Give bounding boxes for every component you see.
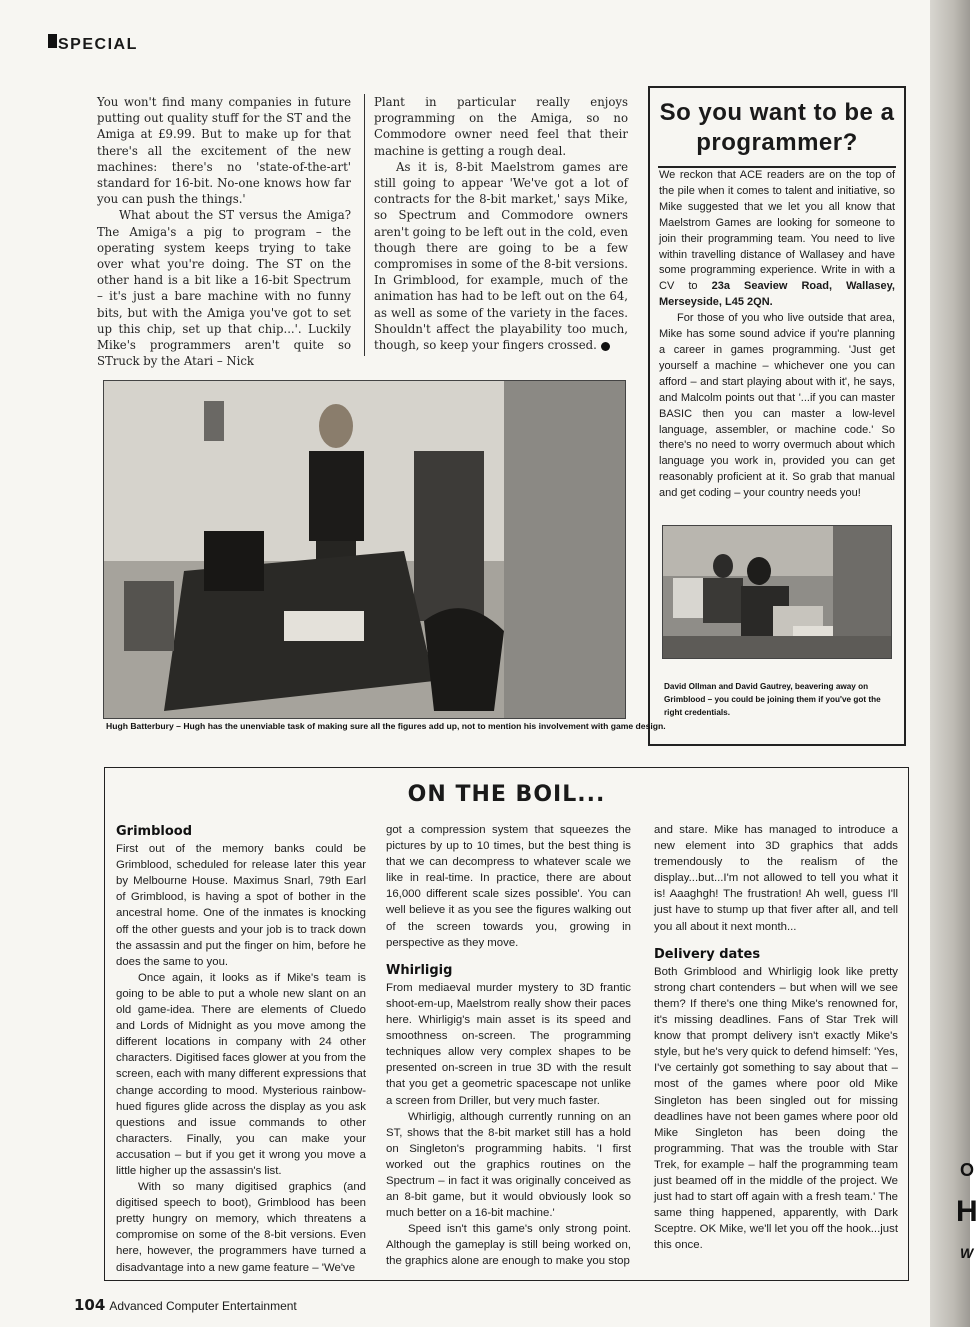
heading-grimblood: Grimblood bbox=[116, 824, 193, 839]
paragraph: You won't find many companies in future putting out quality stuff for the ST and the Amiga at £9.99. But to make up for that there's all the excitement of the new machines: there's no 'state-of-the-art' standard for 16-bit. No-one knows how far you can push the things.' bbox=[97, 95, 351, 207]
sidebar-title: So you want to be a programmer? bbox=[659, 99, 895, 156]
paragraph: Once again, it looks as if Mike's team is going to be able to put a whole new slant on an old game-idea. There are elements of Cluedo and Lords of Midnight as you move among the different locations in company with 24 other characters. Digitised faces glower at you from the screen, each with many different expressions that change according to mood. Mysterious rainbow-hued figures glide across the display as you ask questions and issue commands to other characters. Finally, you can make your accusation – but if you get it wrong you move a little higher up the assassin's list. bbox=[116, 971, 366, 1177]
edge-fragment: H bbox=[956, 1195, 978, 1228]
paragraph: Speed isn't this game's only strong point. Although the gameplay is still being worked on, the graphics alone are enough to make you stop bbox=[386, 1223, 631, 1268]
paragraph bbox=[374, 159, 628, 353]
on-the-boil-box bbox=[104, 767, 909, 1281]
main-photo bbox=[103, 380, 626, 719]
edge-fragment: W bbox=[960, 1245, 974, 1261]
section-label: SPECIAL bbox=[58, 36, 138, 53]
article-column-2 bbox=[374, 94, 628, 353]
address: 23a Seaview Road, Wallasey, Merseyside, L45 2QN. bbox=[659, 280, 895, 309]
sidebar-photo-caption: David Ollman and David Gautrey, beavering away on Grimblood – you could be joining them if you've got the right credentials. bbox=[664, 682, 881, 717]
paragraph: Plant in particular really enjoys programming on the Amiga, so no Commodore owner need feel that their machine is getting a rough deal. bbox=[374, 95, 628, 158]
paragraph: First out of the memory banks could be Grimblood, scheduled for release later this year by Melbourne House. Maximus Snarl, 79th Earl of Grimblood, is having a spot of bother in the ancestral home. One of the inmates is knocking off the other guests and your job is to track down the assassin and put the finger on him, before he does the same to you. bbox=[116, 843, 366, 968]
column-rule bbox=[364, 94, 365, 356]
paragraph: Both Grimblood and Whirligig look like pretty strong chart contenders – but when will we see them? If there's one thing Mike's renowned for, it's missing deadlines. Fans of Star Trek will know that prompt delivery isn't exactly Mike's style, but he's very quick to defend himself: 'Yes, I've certainly got something to say about that – most of the games where poor old Mike Singleton has been singled out for missing deadlines have not been games where poor old Mike Singleton has been doing the programming. That was the trouble with Star Trek, for example – half the programming team just beamed off in the middle of the project. We just had to start off again with a fresh team.' The same thing happened, apparently, with Dark Sceptre. OK Mike, we'll let you off the hook...just this once. bbox=[654, 965, 898, 1252]
paragraph: Whirligig, although currently running on an ST, shows that the 8-bit market still has a hold on Singleton's programming habits. 'I first worked out the graphics routines on the Spectrum – in fact it was originally conceived as an 8-bit game, but it would obviously look so much better on a 16-bit machine.' bbox=[386, 1110, 631, 1220]
page-gutter bbox=[930, 0, 970, 1327]
boil-title: ON THE BOIL... bbox=[407, 782, 606, 807]
paragraph: What about the ST versus the Amiga? The Amiga's a pig to program – the operating system keeps trying to take over what you're doing. The ST on the other hand is a bit like a 16-bit Spectrum – it's just a bare machine with no funny bits, but with the Amiga you've got to set up this chip, set up that chip...'. Luckily Mike's programmers aren't quite so STruck by the Atari – Nick bbox=[97, 208, 351, 369]
paragraph: For those of you who live outside that area, Mike has some sound advice if you're planning a career in games programming. 'Just get yourself a machine – whichever one you can afford – and start playing about with it', he says, and Malcolm points out that '...if you can master BASIC then you can master a low-level language, assembler, or machine code.' So there's no need to worry overmuch about which language you work in, provided you can get reasonably proficient at it. So grab that manual and get coding – your country needs you! bbox=[659, 312, 895, 500]
heading-whirligig: Whirligig bbox=[386, 962, 453, 978]
end-bullet-icon bbox=[601, 342, 610, 351]
paragraph: and stare. Mike has managed to introduce a new element into 3D graphics that adds tremendously to the realism of the display...but...I'm not allowed to tell you what it is! Aaaghgh! The frustration! Ah well, guess I'll just have to stump up that fiver after all, and tell you all about it next month... bbox=[654, 824, 898, 933]
edge-fragment: O bbox=[960, 1160, 975, 1180]
boil-column-1 bbox=[116, 824, 366, 1276]
paragraph-text: As it is, 8-bit Maelstrom games are still going to appear 'We've got a lot of contracts for the 8-bit market,' says Mike, so Spectrum and Commodore owners aren't going to be left out in the cold, even though there are going to be a few compromises in some of the 8-bit versions. In Grimblood, for example, much of the animation has had to be left out on the 64, as well as some of the variety in the faces. Shouldn't affect the playability too much, though, so keep your fingers crossed. bbox=[374, 159, 629, 353]
boil-column-3 bbox=[654, 822, 898, 1253]
paragraph: With so many digitised graphics (and digitised speech to boot), Grimblood has been pretty hungry on memory, which threatens a compromise on some of the 8-bit versions. Even here, however, the programmers have turned a disadvantage into a new game feature – 'We've bbox=[116, 1181, 366, 1274]
page-number: 104 bbox=[74, 1296, 106, 1314]
page-footer bbox=[74, 1296, 297, 1314]
paragraph: From mediaeval murder mystery to 3D frantic shoot-em-up, Maelstrom really show their paces here. Whirligig's main asset is its speed and smoothness on-screen. The programming techniques allow very complex shapes to be presented on-screen in true 3D with the result that you get a geometric spacescape not unlike a screen from Driller, but very much faster. bbox=[386, 981, 631, 1107]
hugh-batterbury-photo-image bbox=[104, 381, 625, 718]
sidebar-body bbox=[659, 168, 895, 502]
programmers-photo-image bbox=[663, 526, 891, 658]
section-marker bbox=[48, 34, 57, 48]
paragraph bbox=[659, 168, 895, 311]
magazine-name: Advanced Computer Entertainment bbox=[109, 1299, 297, 1313]
paragraph-text: We reckon that ACE readers are on the top of the pile when it comes to talent and initiative, so Mike suggested that we let you all know that Maelstrom Games are looking for someone to join their programming team. You need to live within travelling distance of Wallasey and have some programming experience. Write in with a CV to bbox=[659, 169, 895, 293]
article-column-1 bbox=[97, 94, 351, 369]
heading-delivery-dates: Delivery dates bbox=[654, 946, 761, 962]
programmer-sidebar bbox=[648, 86, 906, 746]
main-photo-caption: Hugh Batterbury – Hugh has the unenviable task of making sure all the figures add up, not to mention his involvement with game design. bbox=[106, 721, 666, 731]
paragraph: got a compression system that squeezes the pictures by up to 10 times, but the best thing is that we can decompress to whatever scale we like in real-time. In practice, there are about 16,000 different scale sizes possible'. You can well believe it as you see the figures walking out of the screen towards you, growing in perspective as they move. bbox=[386, 824, 631, 949]
sidebar-photo bbox=[662, 525, 892, 659]
boil-column-2 bbox=[386, 822, 631, 1270]
